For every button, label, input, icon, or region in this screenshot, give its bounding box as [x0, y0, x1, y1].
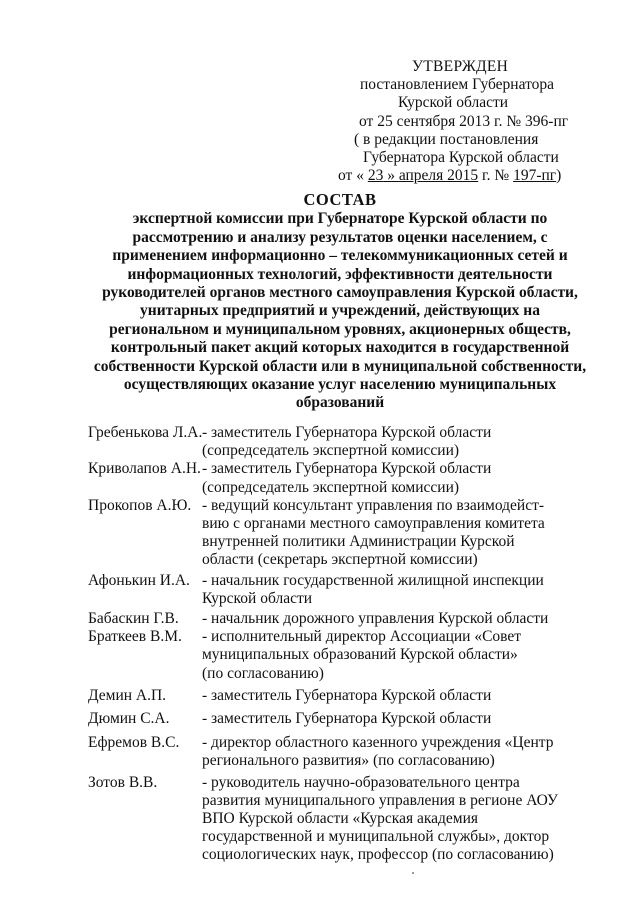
member-name: Зотов В.В.	[88, 773, 158, 791]
member-position	[202, 774, 608, 865]
member-name: Браткеев В.М.	[88, 628, 182, 646]
approval-line: от 25 сентября 2013 г. № 396-пг	[359, 112, 569, 130]
approval-title: УТВЕРЖДЕН	[412, 58, 509, 75]
member-position-line: Курской области	[202, 589, 313, 607]
member-position	[202, 710, 608, 728]
member-position-line: - заместитель Губернатора Курской области	[202, 460, 492, 478]
member-position-line: вию с органами местного самоуправления комитета	[202, 515, 545, 533]
member-row	[88, 687, 608, 705]
heading-line: контрольный пакет акций которых находится в государственной	[110, 339, 570, 357]
heading-line: руководителей органов местного самоуправления Курской области,	[102, 284, 578, 302]
approval-line: Губернатора Курской области	[363, 149, 559, 167]
member-position-line: - руководитель научно-образовательного центра	[202, 773, 520, 791]
member-name: Бабаскин Г.В.	[88, 610, 179, 628]
member-row	[88, 572, 608, 608]
member-position	[202, 610, 608, 628]
member-name: Гребенькова Л.А.	[88, 424, 203, 441]
member-position-line: - директор областного казенного учреждения «Центр	[202, 734, 554, 752]
member-position-line: ВПО Курской области «Курская академия	[202, 810, 479, 828]
approval-line: ( в редакции постановления	[354, 130, 539, 148]
member-position-line: - заместитель Губернатора Курской области	[202, 686, 492, 704]
member-position	[202, 497, 608, 570]
revision-mid: »	[383, 167, 399, 185]
member-position	[202, 572, 608, 608]
member-position-line: - исполнительный директор Ассоциации «Совет	[202, 628, 522, 646]
member-name: Демин А.П.	[88, 686, 167, 704]
revision-number: 197-пг	[513, 167, 557, 185]
heading-line: экспертной комиссии при Губернаторе Курской области по	[132, 210, 548, 228]
revision-day: 23	[367, 167, 384, 185]
scan-speck	[412, 872, 414, 874]
member-position-line: - ведущий консультант управления по взаимодейст-	[202, 496, 545, 514]
member-row	[88, 734, 608, 770]
member-position	[202, 628, 608, 683]
member-position	[202, 424, 608, 460]
heading-line: региональном и муниципальном уровнях, акционерных обществ,	[109, 320, 571, 338]
member-position-line: регионального развития» (по согласованию)	[202, 752, 495, 770]
heading-line: собственности Курской области или в муниципальной собственности,	[93, 357, 587, 375]
heading-line: осуществляющих оказание услуг населению муниципальных	[123, 376, 557, 394]
member-position-line: - заместитель Губернатора Курской области	[202, 424, 492, 441]
member-name: Прокопов А.Ю.	[88, 496, 192, 514]
member-position-line: внутренней политики Администрации Курской	[202, 533, 515, 551]
member-position-line: (сопредседатель экспертной комиссии)	[202, 478, 460, 496]
member-row	[88, 710, 608, 728]
member-row	[88, 424, 608, 460]
member-row	[88, 610, 608, 628]
member-name: Ефремов В.С.	[88, 734, 180, 752]
approval-line: Курской области	[398, 94, 509, 112]
heading-line: информационных технологий, эффективности деятельности	[127, 265, 553, 283]
member-name: Криволапов А.Н.	[88, 460, 201, 478]
member-name: Афонькин И.А.	[88, 571, 190, 589]
heading-line: рассмотрению и анализу результатов оценки населением, с	[132, 228, 548, 246]
member-row	[88, 628, 608, 683]
revision-prefix: от «	[338, 167, 368, 185]
member-position-line: социологических наук, профессор (по согласованию)	[202, 846, 554, 864]
member-position-line: области (секретарь экспертной комиссии)	[202, 551, 478, 569]
member-row	[88, 497, 608, 570]
member-position-line: государственной и муниципальной службы», доктор	[202, 828, 550, 846]
revision-month-year: апреля 2015	[398, 167, 479, 185]
document-heading	[90, 191, 590, 413]
heading-line: унитарных предприятий и учреждений, действующих на	[140, 302, 540, 320]
member-position-line: (сопредседатель экспертной комиссии)	[202, 442, 460, 460]
member-position	[202, 734, 608, 770]
member-position	[202, 460, 608, 496]
heading-line: применением информационно – телекоммуникационных сетей и	[112, 247, 568, 265]
member-row	[88, 774, 608, 865]
approval-stamp	[330, 58, 630, 185]
heading-title: СОСТАВ	[303, 190, 377, 209]
revision-suffix: )	[556, 167, 562, 185]
member-position-line: - начальник государственной жилищной инспекции	[202, 571, 544, 589]
member-position-line: - начальник дорожного управления Курской области	[202, 610, 549, 628]
approval-line: постановлением Губернатора	[360, 76, 555, 94]
revision-g: г. №	[478, 167, 514, 185]
heading-line: образований	[295, 394, 385, 412]
member-list	[88, 424, 608, 865]
member-position-line: - заместитель Губернатора Курской области	[202, 710, 492, 728]
member-name: Дюмин С.А.	[88, 710, 170, 728]
member-position-line: (по согласованию)	[202, 664, 324, 682]
approval-revision-date-line	[338, 167, 630, 185]
member-position	[202, 687, 608, 705]
member-row	[88, 460, 608, 496]
member-position-line: муниципальных образований Курской области»	[202, 646, 518, 664]
member-position-line: развития муниципального управления в регионе АОУ	[202, 791, 558, 809]
